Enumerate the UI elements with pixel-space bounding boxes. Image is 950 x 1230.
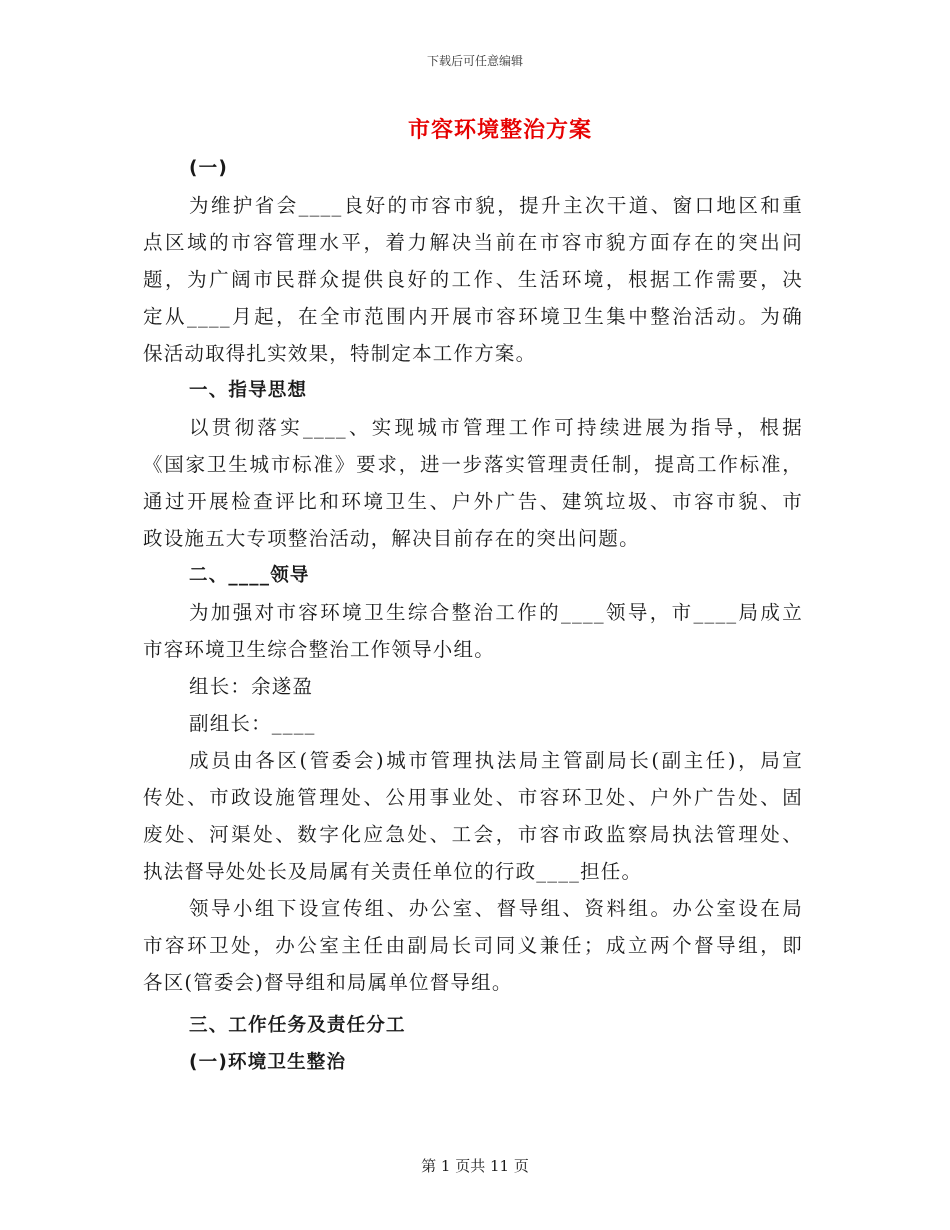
- paragraph-line: 政设施五大专项整治活动，解决目前存在的突出问题。: [143, 527, 640, 550]
- paragraph-line: 市容环卫处，办公室主任由副局长司同义兼任；成立两个督导组，即: [143, 934, 803, 957]
- paragraph-line: 点区域的市容管理水平，着力解决当前在市容市貌方面存在的突出问: [143, 231, 803, 254]
- section-heading-intro: (一): [189, 158, 229, 179]
- section-heading-leadership: 二、____领导: [189, 565, 310, 586]
- paragraph-line: 废处、河渠处、数字化应急处、工会，市容市政监察局执法管理处、: [143, 823, 803, 846]
- paragraph-line: 为维护省会____良好的市容市貌，提升主次干道、窗口地区和重: [189, 194, 803, 217]
- paragraph-line: 通过开展检查评比和环境卫生、户外广告、建筑垃圾、市容市貌、市: [143, 490, 803, 513]
- paragraph-line: 传处、市政设施管理处、公用事业处、市容环卫处、户外广告处、固: [143, 786, 803, 809]
- team-leader-line: 组长：余遂盈: [189, 675, 314, 698]
- paragraph-line: 为加强对市容环境卫生综合整治工作的____领导，市____局成立: [189, 601, 803, 624]
- paragraph-line: 以贯彻落实____、实现城市管理工作可持续进展为指导，根据: [189, 416, 803, 439]
- paragraph-line: 定从____月起，在全市范围内开展市容环境卫生集中整治活动。为确: [143, 305, 803, 328]
- paragraph-line: 保活动取得扎实效果，特制定本工作方案。: [143, 342, 537, 365]
- subsection-heading-sanitation: (一)环境卫生整治: [189, 1052, 347, 1073]
- document-title: 市容环境整治方案: [407, 117, 592, 143]
- header-note: 下载后可任意编辑: [426, 54, 523, 68]
- paragraph-line: 执法督导处处长及局属有关责任单位的行政____担任。: [143, 860, 643, 883]
- paragraph-line: 各区(管委会)督导组和局属单位督导组。: [143, 971, 513, 994]
- paragraph-line: 市容环境卫生综合整治工作领导小组。: [143, 638, 495, 661]
- document-body: [143, 150, 803, 1081]
- paragraph-line: 成员由各区(管委会)城市管理执法局主管副局长(副主任)，局宣: [189, 749, 803, 772]
- paragraph-line: 领导小组下设宣传组、办公室、督导组、资料组。办公室设在局: [189, 897, 803, 920]
- paragraph-line: 《国家卫生城市标准》要求，进一步落实管理责任制，提高工作标准，: [143, 453, 803, 476]
- deputy-leader-line: 副组长：____: [189, 712, 316, 735]
- page-number: 第 1 页共 11 页: [421, 1157, 529, 1175]
- section-heading-guiding-ideology: 一、指导思想: [189, 380, 308, 401]
- section-heading-tasks: 三、工作任务及责任分工: [189, 1015, 406, 1036]
- paragraph-line: 题，为广阔市民群众提供良好的工作、生活环境，根据工作需要，决: [143, 268, 803, 291]
